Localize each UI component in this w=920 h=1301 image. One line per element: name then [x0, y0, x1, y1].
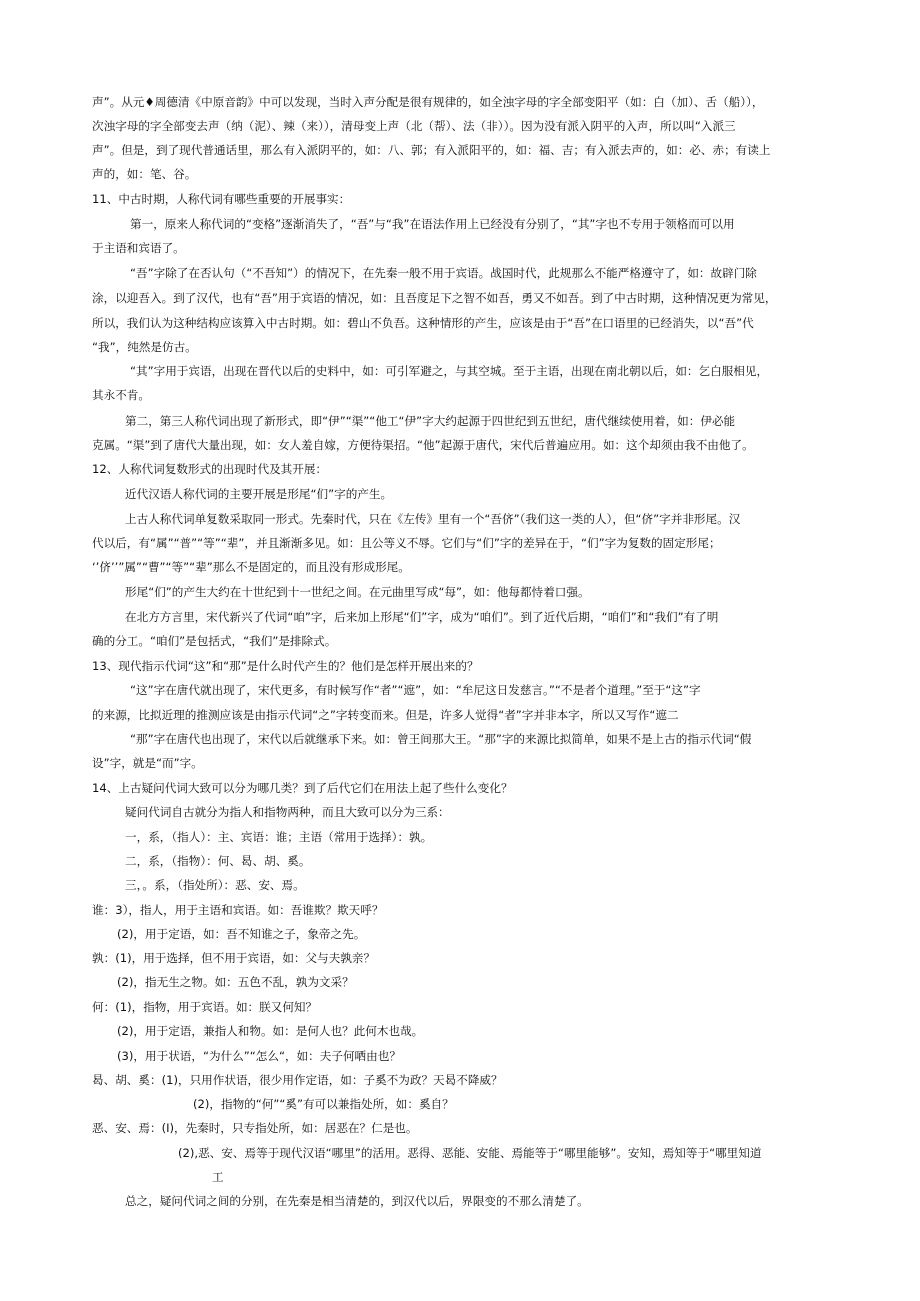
text-line: 声的，如：笔、谷。 — [92, 167, 197, 181]
text-line: “其”字用于宾语，出现在晋代以后的史料中，如：可引军避之，与其空城。至于主语，出现在南北朝以后，如：乞白服相见， — [130, 364, 769, 378]
text-line: “这”字在唐代就出现了，宋代更多，有时候写作“者”“遮”，如：“牟尼这日发慈言。”“不是者个道理。”至于“这”字 — [130, 683, 701, 697]
text-line: 确的分工。“咱们”是包括式，“我们”是排除式。 — [92, 634, 337, 648]
text-line: 次浊字母的字全部变去声（纳（泥）、辣（来）），清母变上声（北（帮）、法（非））。因为没有派入阴平的入声，所以叫“入派三 — [92, 119, 736, 133]
text-line: 所以，我们认为这种结构应该算入中古时期。如：碧山不负吾。这种情形的产生，应该是由于“吾”在口语里的已经消失，以“吾”代 — [92, 316, 754, 330]
text-line: (2)，指无生之物。如：五色不乱，孰为文采？ — [117, 975, 354, 989]
text-line: “我”，纯然是仿古。 — [92, 340, 197, 354]
text-line: 三，。系，（指处所）：恶、安、焉。 — [125, 878, 305, 892]
question-heading: 11、中古时期，人称代词有哪些重要的开展事实： — [92, 192, 351, 206]
text-line: (2)，指物的“何”“奚”有可以兼指处所，如：奚自？ — [193, 1097, 454, 1111]
text-line: 形尾“们”的产生大约在十世纪到十一世纪之间。在元曲里写成“每”，如：他每都恃着口强。 — [125, 585, 590, 599]
text-line: 疑问代词自古就分为指人和指物两种，而且大致可以分为三系： — [125, 805, 450, 819]
text-line: 声”。从元♦周德清《中原音韵》中可以发现，当时入声分配是很有规律的，如全浊字母的字全部变阳平（如：白（加）、舌（船））， — [92, 95, 764, 109]
text-line: (2)，用于定语，如：吾不知谁之子，象帝之先。 — [117, 927, 366, 941]
text-line: 于主语和宾语了。 — [92, 241, 185, 255]
question-heading: 13、现代指示代词“这”和“那”是什么时代产生的？他们是怎样开展出来的？ — [92, 659, 479, 673]
text-line: ‘’侪’’”属”“曹”“等”“辈”那么不是固定的，而且没有形成形尾。 — [92, 560, 410, 574]
text-line: 克属。“渠”到了唐代大量出现，如：女人羞自嫁，方便待渠招。“他”起源于唐代，宋代后普遍应用。如：这个却须由我不由他了。 — [92, 438, 754, 452]
text-line: (2)，用于定语，兼指人和物。如：是何人也？此何木也哉。 — [117, 1024, 424, 1038]
text-line: 一，系，（指人）：主、宾语：谁；主语（常用于选择）：孰。 — [125, 830, 433, 844]
text-line: (3)，用于状语，“为什么”“怎么“，如：夫子何哂由也？ — [117, 1049, 401, 1063]
text-line: 代以后，有“属”“普”“等”“辈”，并且渐渐多见。如：且公等义不辱。它们与“们”字的差异在于，“们”字为复数的固定形尾； — [92, 536, 721, 550]
text-line: “吾”字除了在否认句（“不吾知”）的情况下，在先秦一般不用于宾语。战国时代，此规那么不能严格遵守了，如：故辟门除 — [130, 266, 757, 280]
text-line: 近代汉语人称代词的主要开展是形尾“们”字的产生。 — [125, 487, 393, 501]
question-heading: 14、上古疑问代词大致可以分为哪几类？到了后代它们在用法上起了些什么变化？ — [92, 781, 513, 795]
text-line: 的来源，比拟近理的推测应该是由指示代词“之”字转变而来。但是，许多人觉得“者”字并非本字，所以又写作“遮二 — [92, 708, 679, 722]
text-line: “那”字在唐代也出现了，宋代以后就继承下来。如：曾王间那大王。“那”字的来源比拟简单，如果不是上古的指示代词“假 — [130, 732, 752, 746]
text-line: 在北方方言里，宋代新兴了代词“咱”字，后来加上形尾“们”字，成为“咱们”。到了近代后期，“咱们”和“我们”有了明 — [125, 610, 719, 624]
text-line: 曷、胡、奚：(1)，只用作状语，很少用作定语，如：子奚不为政？天曷不降威？ — [92, 1073, 503, 1087]
text-line: 第二，第三人称代词出现了新形式，即“伊”“渠”“他工“伊”字大约起源于四世纪到五世纪，唐代继续使用着，如：伊必能 — [125, 414, 736, 428]
text-line: 设”字，就是“而”字。 — [92, 756, 203, 770]
text-line: 声”。但是，到了现代普通话里，那么有入派阴平的，如：八、郭；有入派阳平的，如：福、吉；有入派去声的，如：必、赤；有读上 — [92, 143, 771, 157]
text-line: 总之，疑问代词之间的分别，在先秦是相当清楚的，到汉代以后，界限变的不那么清楚了。 — [125, 1194, 589, 1208]
question-heading: 12、人称代词复数形式的出现时代及其开展： — [92, 462, 328, 476]
text-line: 二，系，（指物）：何、曷、胡、奚。 — [125, 854, 311, 868]
text-line: 涂，以迎吾入。到了汉代，也有“吾”用于宾语的情况，如：且吾度足下之智不如吾，勇又不如吾。到了中古时期，这种情况更为常见， — [92, 291, 777, 305]
text-line: 何：(1)，指物，用于宾语。如：朕又何知？ — [92, 1000, 318, 1014]
text-line: 孰：(1)，用于选择，但不用于宾语，如：父与夫孰亲？ — [92, 951, 376, 965]
text-line: 恶、安、焉：(I)，先秦时，只专指处所，如：居恶在？仁是也。 — [92, 1121, 418, 1135]
text-line: 其永不肯。 — [92, 388, 150, 402]
text-line: 工 — [212, 1170, 224, 1184]
text-line: 第一，原来人称代词的“变格”逐渐消失了，“吾”与“我”在语法作用上已经没有分别了，“其”字也不专用于领格而可以用 — [130, 217, 735, 231]
text-line: (2),恶、安、焉等于现代汉语“哪里”的活用。恶得、恶能、安能、焉能等于“哪里能够”。安知，焉知等于“哪里知道 — [178, 1146, 762, 1160]
text-line: 上古人称代词单复数采取同一形式。先秦时代，只在《左传》里有一个“吾侪”（我们这一类的人），但“侪”字并非形尾。汉 — [125, 512, 741, 526]
text-line: 谁：3），指人，用于主语和宾语。如：吾谁欺？欺天呼？ — [92, 903, 384, 917]
